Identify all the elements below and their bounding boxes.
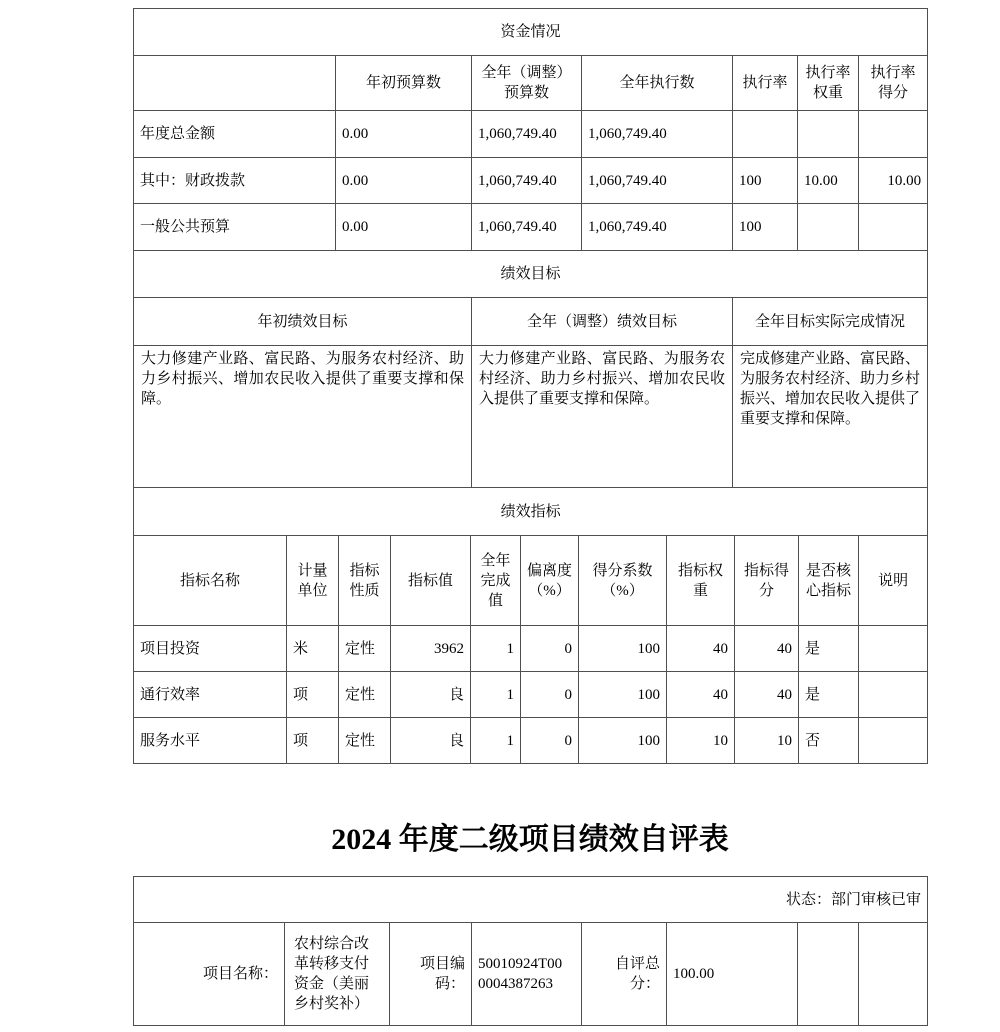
funding-header: 全年（调整）预算数 [472, 56, 582, 111]
funding-row-total [134, 111, 928, 158]
indicator-header: 全年完成值 [471, 536, 521, 626]
indicator-name: 项目投资 [134, 626, 287, 672]
status-text: 状态：部门审核已审 [134, 877, 928, 923]
indicator-row [134, 672, 928, 718]
indicator-title-row [134, 488, 928, 536]
funding-cell: 100 [733, 204, 798, 251]
goal-header: 全年目标实际完成情况 [733, 298, 928, 346]
indicator-row [134, 718, 928, 764]
funding-title-row [134, 9, 928, 56]
indicator-nature: 定性 [339, 626, 391, 672]
indicator-unit: 项 [287, 672, 339, 718]
project-sheet [133, 876, 927, 1026]
funding-header: 执行率权重 [798, 56, 859, 111]
goal-header: 全年（调整）绩效目标 [472, 298, 733, 346]
goal-initial-text: 大力修建产业路、富民路、为服务农村经济、助力乡村振兴、增加农民收入提供了重要支撑和保障。 [134, 346, 472, 488]
goal-content-row [134, 346, 928, 488]
funding-cell: 0.00 [336, 111, 472, 158]
funding-cell: 1,060,749.40 [472, 158, 582, 204]
indicator-header-row [134, 536, 928, 626]
blank-cell [859, 923, 928, 1026]
indicator-header: 指标权重 [667, 536, 735, 626]
funding-cell [859, 204, 928, 251]
funding-row-fiscal [134, 158, 928, 204]
goal-section-title: 绩效目标 [134, 251, 928, 298]
indicator-header: 说明 [859, 536, 928, 626]
funding-row-label: 其中：财政拨款 [134, 158, 336, 204]
indicator-row [134, 626, 928, 672]
funding-cell: 1,060,749.40 [582, 204, 733, 251]
project-code-label: 项目编码： [390, 923, 472, 1026]
funding-table [133, 8, 928, 251]
funding-section-title: 资金情况 [134, 9, 928, 56]
indicator-note [859, 718, 928, 764]
project-name-value: 农村综合改革转移支付资金（美丽乡村奖补） [285, 923, 390, 1026]
indicator-weight: 40 [667, 626, 735, 672]
goal-actual-text: 完成修建产业路、富民路、为服务农村经济、助力乡村振兴、增加农民收入提供了重要支撑和保障。 [733, 346, 928, 488]
indicator-deviation: 0 [521, 672, 579, 718]
indicator-core: 是 [799, 626, 859, 672]
indicator-value: 良 [391, 672, 471, 718]
funding-header-blank [134, 56, 336, 111]
indicator-header: 得分系数（%） [579, 536, 667, 626]
indicator-score: 10 [735, 718, 799, 764]
self-score-value: 100.00 [667, 923, 798, 1026]
funding-row-public [134, 204, 928, 251]
indicator-header: 指标名称 [134, 536, 287, 626]
indicator-table [133, 487, 928, 764]
blank-cell [798, 923, 859, 1026]
indicator-score: 40 [735, 626, 799, 672]
funding-cell [798, 111, 859, 158]
funding-header: 执行率得分 [859, 56, 928, 111]
indicator-section-title: 绩效指标 [134, 488, 928, 536]
funding-header-row [134, 56, 928, 111]
funding-cell: 0.00 [336, 204, 472, 251]
indicator-score: 40 [735, 672, 799, 718]
goal-header: 年初绩效目标 [134, 298, 472, 346]
goal-header-row [134, 298, 928, 346]
indicator-header: 是否核心指标 [799, 536, 859, 626]
document-sheet [133, 0, 927, 764]
page-title: 2024 年度二级项目绩效自评表 [331, 823, 729, 856]
funding-row-label: 年度总金额 [134, 111, 336, 158]
funding-cell: 10.00 [859, 158, 928, 204]
indicator-name: 服务水平 [134, 718, 287, 764]
indicator-header: 指标值 [391, 536, 471, 626]
indicator-deviation: 0 [521, 626, 579, 672]
funding-cell: 100 [733, 158, 798, 204]
indicator-coefficient: 100 [579, 718, 667, 764]
funding-cell [733, 111, 798, 158]
indicator-header: 计量单位 [287, 536, 339, 626]
indicator-nature: 定性 [339, 672, 391, 718]
funding-cell [798, 204, 859, 251]
indicator-weight: 10 [667, 718, 735, 764]
funding-header: 全年执行数 [582, 56, 733, 111]
self-score-label: 自评总分： [582, 923, 667, 1026]
indicator-value: 良 [391, 718, 471, 764]
funding-cell: 1,060,749.40 [582, 111, 733, 158]
indicator-core: 否 [799, 718, 859, 764]
indicator-value: 3962 [391, 626, 471, 672]
funding-row-label: 一般公共预算 [134, 204, 336, 251]
indicator-coefficient: 100 [579, 672, 667, 718]
indicator-coefficient: 100 [579, 626, 667, 672]
project-info-row [134, 923, 928, 1026]
funding-header: 执行率 [733, 56, 798, 111]
goal-title-row [134, 251, 928, 298]
indicator-core: 是 [799, 672, 859, 718]
funding-header: 年初预算数 [336, 56, 472, 111]
indicator-unit: 项 [287, 718, 339, 764]
goal-table [133, 250, 928, 488]
indicator-nature: 定性 [339, 718, 391, 764]
funding-cell: 0.00 [336, 158, 472, 204]
indicator-weight: 40 [667, 672, 735, 718]
project-code-value: 50010924T000004387263 [472, 923, 582, 1026]
indicator-name: 通行效率 [134, 672, 287, 718]
funding-cell: 10.00 [798, 158, 859, 204]
project-name-label: 项目名称： [134, 923, 285, 1026]
project-table [133, 876, 928, 1026]
funding-cell: 1,060,749.40 [472, 204, 582, 251]
indicator-note [859, 672, 928, 718]
goal-adjusted-text: 大力修建产业路、富民路、为服务农村经济、助力乡村振兴、增加农民收入提供了重要支撑和保障。 [472, 346, 733, 488]
funding-cell: 1,060,749.40 [472, 111, 582, 158]
indicator-header: 指标性质 [339, 536, 391, 626]
indicator-deviation: 0 [521, 718, 579, 764]
indicator-note [859, 626, 928, 672]
funding-cell: 1,060,749.40 [582, 158, 733, 204]
indicator-complete: 1 [471, 672, 521, 718]
indicator-complete: 1 [471, 626, 521, 672]
indicator-header: 偏离度（%） [521, 536, 579, 626]
indicator-complete: 1 [471, 718, 521, 764]
funding-cell [859, 111, 928, 158]
status-row [134, 877, 928, 923]
indicator-unit: 米 [287, 626, 339, 672]
indicator-header: 指标得分 [735, 536, 799, 626]
